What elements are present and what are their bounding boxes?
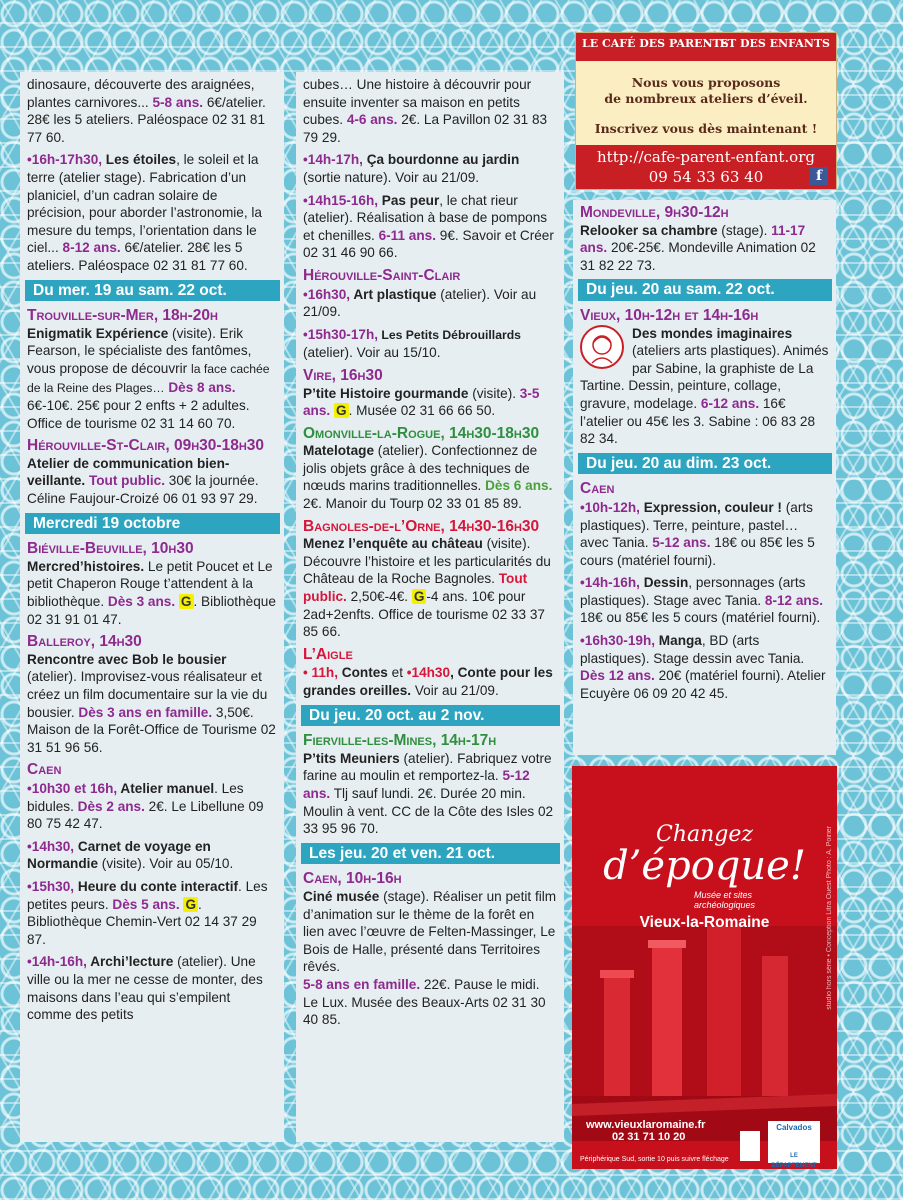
listing: Hérouville-St-Clair, 09h30-18h30 Atelier de communication bien-veillante. Tout public. 30€ la journée. Céline Faujour-Croizé 06 01 93 97 29. (27, 437, 265, 507)
listing: Trouville-sur-Mer, 18h-20h Enigmatik Expérience (visite). Erik Fearson, le spécialiste des fantômes, vous propose de découvrir la face cachée de la Reine des Plages… Dès 8 ans. 6€-10€. 25€ pour 2 enfts + 2 adultes. Office de tourisme 02 31 14 60 70. (27, 307, 270, 431)
calvados-logo: Calvados LE DÉPARTEMENT (768, 1121, 820, 1163)
free-badge: G (185, 896, 197, 912)
listing: Hérouville-Saint-Clair (303, 266, 461, 284)
listing: •14h-17h, Ça bourdonne au jardin (sortie nature). Voir au 21/09. (303, 152, 520, 185)
ad-directions: Périphérique Sud, sortie 10 puis suivre fléchage (580, 1156, 729, 1163)
listing: Caen, 10h-16h Ciné musée (stage). Réaliser un petit film d’animation sur le thème de la forêt en lien avec l’œuvre de Felten-Massinger, Le Bois de Halle, présenté dans Territoires rêvés. 5-8 ans en famille. 22€. Pause le midi. Le Lux. Musée des Beaux-Arts 02 31 30 40 85. (303, 870, 557, 1028)
ad-url[interactable]: http://cafe-parent-enfant.org (597, 148, 815, 166)
column-right (573, 200, 836, 755)
listing: Fierville-les-Mines, 14h-17h P’tits Meuniers (atelier). Fabriquez votre farine au moulin et remportez-la. 5-12 ans. Tlj sauf lundi. 2€. Durée 20 min. Moulin à vent. CC de la Côte des Isles 02 33 95 96 70. (303, 732, 554, 837)
listing: L’Aigle (303, 645, 353, 663)
ad-brand-right: ET DES ENFANTS (719, 37, 830, 50)
listing: Omonville-la-Rogue, 14h30-18h30 Matelotage (atelier). Confectionnez de jolis objets grâce à des techniques de nœuds marins traditionnelles. Dès 6 ans. 2€. Manoir du Tourp 02 33 01 85 89. (303, 424, 553, 512)
listing: •16h30, Art plastique (atelier). Voir au 21/09. (303, 286, 537, 320)
free-badge: G (413, 589, 425, 605)
ad-brand-left: LE CAFÉ DES PARENTS (582, 37, 729, 50)
listing: Bagnoles-de-l’Orne, 14h30-16h30 Menez l’enquête au château (visite). Découvre l’histoire et les particularités du Château de la Roche Bagnoles. Tout public. 2,50€-4€. G -4 ans. 10€ pour 2ad+2enfts. Office de tourisme 02 33 37 85 66. (303, 517, 551, 640)
vieux-la-romaine-ad[interactable] (572, 766, 837, 1169)
date-header: Du jeu. 20 au dim. 23 oct. (578, 453, 832, 475)
ad-headline-main: d’époque! (603, 843, 806, 889)
roman-pillars-illustration (572, 926, 837, 1141)
listing: Balleroy, 14h30 Rencontre avec Bob le bousier (atelier). Improvisez-vous réalisateur et créez un film documentaire sur la vie du bousier. Dès 3 ans en famille. 3,50€. Maison de la Forêt-Office de Tourisme 02 31 51 96 56. (27, 633, 276, 755)
ad-call-to-action: Inscrivez vous dès maintenant ! (594, 121, 818, 136)
listing: •14h-16h, Dessin, personnages (arts plastiques). Stage avec Tania. 8-12 ans. 18€ ou 85€ les 5 cours (matériel fourni). (580, 575, 824, 626)
date-header: Mercredi 19 octobre (25, 513, 280, 535)
listing: •14h30, Carnet de voyage en Normandie (visite). Voir au 05/10. (27, 838, 234, 872)
date-header: Du jeu. 20 oct. au 2 nov. (301, 705, 560, 727)
date-header: Du jeu. 20 au sam. 22 oct. (578, 279, 832, 301)
sabine-avatar-icon (580, 325, 624, 369)
listing: Mondeville, 9h30-12h Relooker sa chambre (stage). 11-17 ans. 20€-25€. Mondeville Animation 02 31 82 22 73. (580, 204, 816, 273)
listing: •16h30-19h, Manga, BD (arts plastiques). Stage dessin avec Tania. Dès 12 ans. 20€ (matériel fourni). Atelier Ecuyère 06 09 20 42 45. (580, 633, 826, 701)
listing: •14h-16h, Archi’lecture (atelier). Une ville ou la mer ne cesse de monter, des maisons dans l’eau qui s’empilent comme des petits (27, 954, 263, 1023)
ad-website[interactable]: www.vieuxlaromaine.fr (586, 1119, 706, 1131)
date-header: Du mer. 19 au sam. 22 oct. (25, 280, 280, 302)
column-middle (296, 72, 564, 1142)
ad-phone: 09 54 33 63 40 (648, 168, 764, 186)
listing: •14h15-16h, Pas peur, le chat rieur (atelier). Réalisation à base de pompons et chenilles. 6-11 ans. 9€. Savoir et Créer 02 31 46 90 66. (303, 192, 554, 261)
museum-logo-icon (740, 1131, 760, 1161)
date-header: Les jeu. 20 et ven. 21 oct. (301, 843, 560, 865)
ad-message: Nous vous proposons de nombreux ateliers d’éveil. (604, 75, 808, 106)
listing: Biéville-Beuville, 10h30 Mercred’histoires. Le petit Poucet et Le petit Chaperon Rouge t’attendent à la bibliothèque. Dès 3 ans. G . Bibliothèque 02 31 91 01 47. (27, 540, 276, 627)
listing: cubes… Une histoire à découvrir pour ensuite inventer sa maison en petits cubes. 4-6 ans. 2€. La Pavillon 02 31 83 79 29. (303, 77, 548, 145)
listing: •15h30-17h, Les Petits Débrouillards (atelier). Voir au 15/10. (303, 326, 521, 361)
ad-phone: 02 31 71 10 20 (612, 1131, 686, 1143)
listing: • 11h, Contes et •14h30, Conte pour les grandes oreilles. Voir au 21/09. (303, 665, 553, 698)
listing: •15h30, Heure du conte interactif. Les petites peurs. Dès 5 ans. G . Bibliothèque Chemin-Vert 02 14 37 29 87. (27, 878, 268, 947)
listing: •10h-12h, Expression, couleur ! (arts plastiques). Terre, peinture, pastel… avec Tania. 5-12 ans. 18€ ou 85€ les 5 cours (matériel fourni). (580, 499, 815, 568)
listing: dinosaure, découverte des araignées, plantes carnivores... 5-8 ans. 6€/atelier. 28€ les 5 ateliers. Paléospace 02 31 81 77 60. (27, 77, 266, 145)
free-badge: G (180, 594, 192, 610)
listing: Caen (580, 480, 615, 498)
cafe-parents-ad[interactable] (575, 32, 837, 190)
ad-credit: studio hors série • Conception Litra Ouest Photo : A. Poirier (826, 826, 833, 1010)
ad-location: Vieux-la-Romaine (639, 914, 770, 931)
ad-subtitle: Musée et sites archéologiques (694, 890, 756, 910)
listing: Vire, 16h30 P’tite Histoire gourmande (visite). 3-5 ans. G . Musée 02 31 66 66 50. (303, 366, 540, 419)
free-badge: G (335, 403, 347, 419)
facebook-icon[interactable]: f (810, 167, 828, 185)
ad-headline: Changez (656, 822, 753, 847)
listing: •16h-17h30, Les étoiles, le soleil et la terre (atelier stage). Fabrication d’un planiciel, d’un cadran solaire de précision, pour aborder l’astronomie, la mesure du temps, l’orientation dans le ciel... 8-12 ans. 6€/atelier. 28€ les 5 ateliers. Paléospace 02 31 81 77 60. (27, 152, 262, 273)
listing: Vieux, 10h-12h et 14h-16h Des mondes imaginaires (ateliers arts plastiques). Animés par Sabine, la graphiste de La Tartine. Dessin, peinture, collage, gravure, modelage. 6-12 ans. 16€ l’atelier ou 45€ les 3. Sabine : 06 83 28 82 34. (580, 306, 829, 447)
ad-contact (576, 145, 836, 189)
listing: •10h30 et 16h, Atelier manuel. Les bidules. Dès 2 ans. 2€. Le Libellune 09 80 75 42 47. (27, 780, 264, 832)
listing: Caen (27, 761, 62, 779)
ad-banner (576, 33, 836, 61)
column-left (20, 72, 284, 1142)
